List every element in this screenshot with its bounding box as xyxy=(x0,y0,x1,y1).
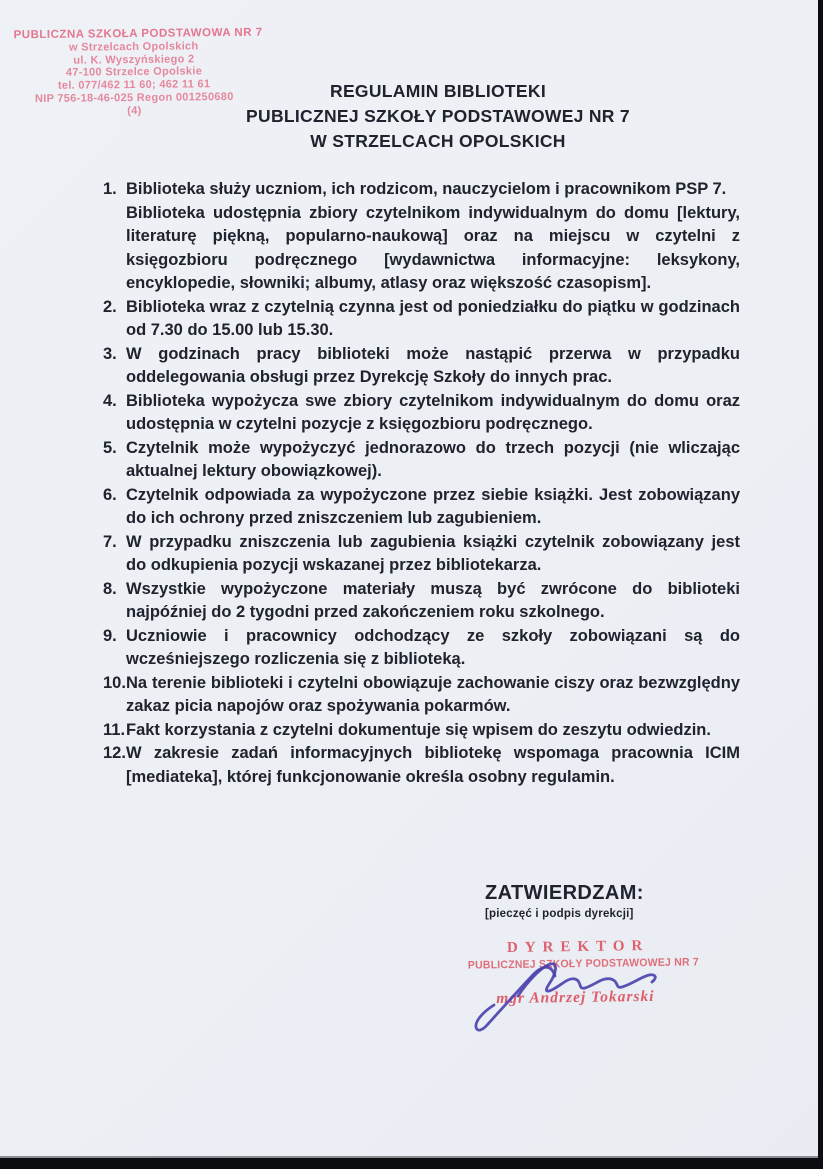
stamp-street-line: ul. K. Wyszyńskiego 2 xyxy=(73,52,195,67)
stamp-city-line: w Strzelcach Opolskich xyxy=(68,40,199,54)
regulation-paragraph: Czytelnik może wypożyczyć jednorazowo do trzech pozycji (nie wliczając aktualnej lektury obowiązkowej). xyxy=(126,438,740,480)
regulation-number: 8. xyxy=(103,579,117,598)
regulation-number: 5. xyxy=(103,438,117,457)
director-stamp-title: DYREKTOR xyxy=(506,937,650,956)
regulation-item xyxy=(103,296,740,343)
regulation-paragraph: Fakt korzystania z czytelni dokumentuje się wpisem do zeszytu odwiedzin. xyxy=(126,720,711,739)
regulation-item xyxy=(103,343,740,390)
regulation-paragraph: Czytelnik odpowiada za wypożyczone przez siebie książki. Jest zobowiązany do ich ochrony przed zniszczeniem lub zagubieniem. xyxy=(126,485,740,527)
regulation-number: 4. xyxy=(103,391,117,410)
regulation-item xyxy=(103,578,740,625)
regulation-number: 11. xyxy=(103,720,126,739)
regulation-paragraph: W godzinach pracy biblioteki może nastąpić przerwa w przypadku oddelegowania obsługi przez Dyrekcję Szkoły do innych prac. xyxy=(126,344,740,386)
approval-block xyxy=(485,882,644,920)
document-title xyxy=(120,79,756,154)
regulation-number: 7. xyxy=(103,532,117,551)
regulation-item xyxy=(103,531,740,578)
regulation-paragraph: W przypadku zniszczenia lub zagubienia książki czytelnik zobowiązany jest do odkupienia pozycji wskazanej przez bibliotekarza. xyxy=(126,532,740,574)
stamp-postal-line: 47-100 Strzelce Opolskie xyxy=(65,65,203,80)
title-line-2: PUBLICZNEJ SZKOŁY PODSTAWOWEJ NR 7 xyxy=(246,106,630,126)
regulation-paragraph: Biblioteka służy uczniom, ich rodzicom, nauczycielom i pracownikom PSP 7. xyxy=(126,180,727,198)
regulation-paragraph: Biblioteka udostępnia zbiory czytelnikom indywidualnym do domu [lektury, literaturę piękną, popularno-naukową] oraz na miejscu w czytelni z księgozbioru podręcznego [wydawnictwa informacyjne: leksykony, encyklopedie, słowniki; albumy, atlasy oraz większość czasopism]. xyxy=(126,203,740,292)
title-line-1: REGULAMIN BIBLIOTEKI xyxy=(330,81,546,101)
scan-edge-right xyxy=(818,0,823,1169)
scan-edge-bottom xyxy=(0,1158,823,1169)
director-signature-icon xyxy=(460,934,676,1052)
regulation-paragraph: Na terenie biblioteki i czytelni obowiązuje zachowanie ciszy oraz bezwzględny zakaz picia napojów oraz spożywania pokarmów. xyxy=(126,673,740,715)
stamp-number-line: (4) xyxy=(127,104,142,117)
regulation-item xyxy=(103,742,740,789)
regulation-paragraph: Wszystkie wypożyczone materiały muszą być zwrócone do biblioteki najpóźniej do 2 tygodni przed zakończeniem roku szkolnego. xyxy=(126,579,740,621)
approval-note: [pieczęć i podpis dyrekcji] xyxy=(485,908,634,920)
regulations-list xyxy=(103,178,740,789)
stamp-school-name: PUBLICZNA SZKOŁA PODSTAWOWA NR 7 xyxy=(13,26,263,42)
director-stamp-subtitle: PUBLICZNEJ SZKOŁY PODSTAWOWEJ NR 7 xyxy=(467,955,699,972)
regulation-paragraph: Biblioteka wypożycza swe zbiory czytelnikom indywidualnym do domu oraz udostępnia w czytelni pozycje z księgozbioru podręcznego. xyxy=(126,391,740,433)
regulation-paragraph: W zakresie zadań informacyjnych bibliotekę wspomaga pracownia ICIM [mediateka], której funkcjonowanie określa osobny regulamin. xyxy=(126,744,740,786)
regulation-item xyxy=(103,390,740,437)
regulation-number: 3. xyxy=(103,344,117,363)
regulation-item xyxy=(103,719,740,743)
regulation-item xyxy=(103,672,740,719)
regulation-item xyxy=(103,484,740,531)
regulation-number: 9. xyxy=(103,626,117,645)
title-line-3: W STRZELCACH OPOLSKICH xyxy=(310,131,566,151)
regulation-number: 12. xyxy=(103,744,126,762)
regulation-paragraph: Biblioteka wraz z czytelnią czynna jest od poniedziałku do piątku w godzinach od 7.30 do 15.00 lub 15.30. xyxy=(126,297,740,339)
regulation-item xyxy=(103,625,740,672)
regulation-number: 10. xyxy=(103,673,126,692)
regulation-number: 2. xyxy=(103,297,117,316)
regulation-paragraph: Uczniowie i pracownicy odchodzący ze szkoły zobowiązani są do wcześniejszego rozliczenia się z biblioteką. xyxy=(126,626,740,668)
approval-heading: ZATWIERDZAM: xyxy=(485,882,644,904)
regulation-item xyxy=(103,178,740,296)
regulation-number: 6. xyxy=(103,485,117,504)
regulation-item xyxy=(103,437,740,484)
director-stamp-name: mgr Andrzej Tokarski xyxy=(496,987,655,1008)
regulation-number: 1. xyxy=(103,180,117,198)
stamp-nip-regon-line: NIP 756-18-46-025 Regon 001250680 xyxy=(34,90,234,106)
stamp-phone-line: tel. 077/462 11 60; 462 11 61 xyxy=(57,78,211,92)
